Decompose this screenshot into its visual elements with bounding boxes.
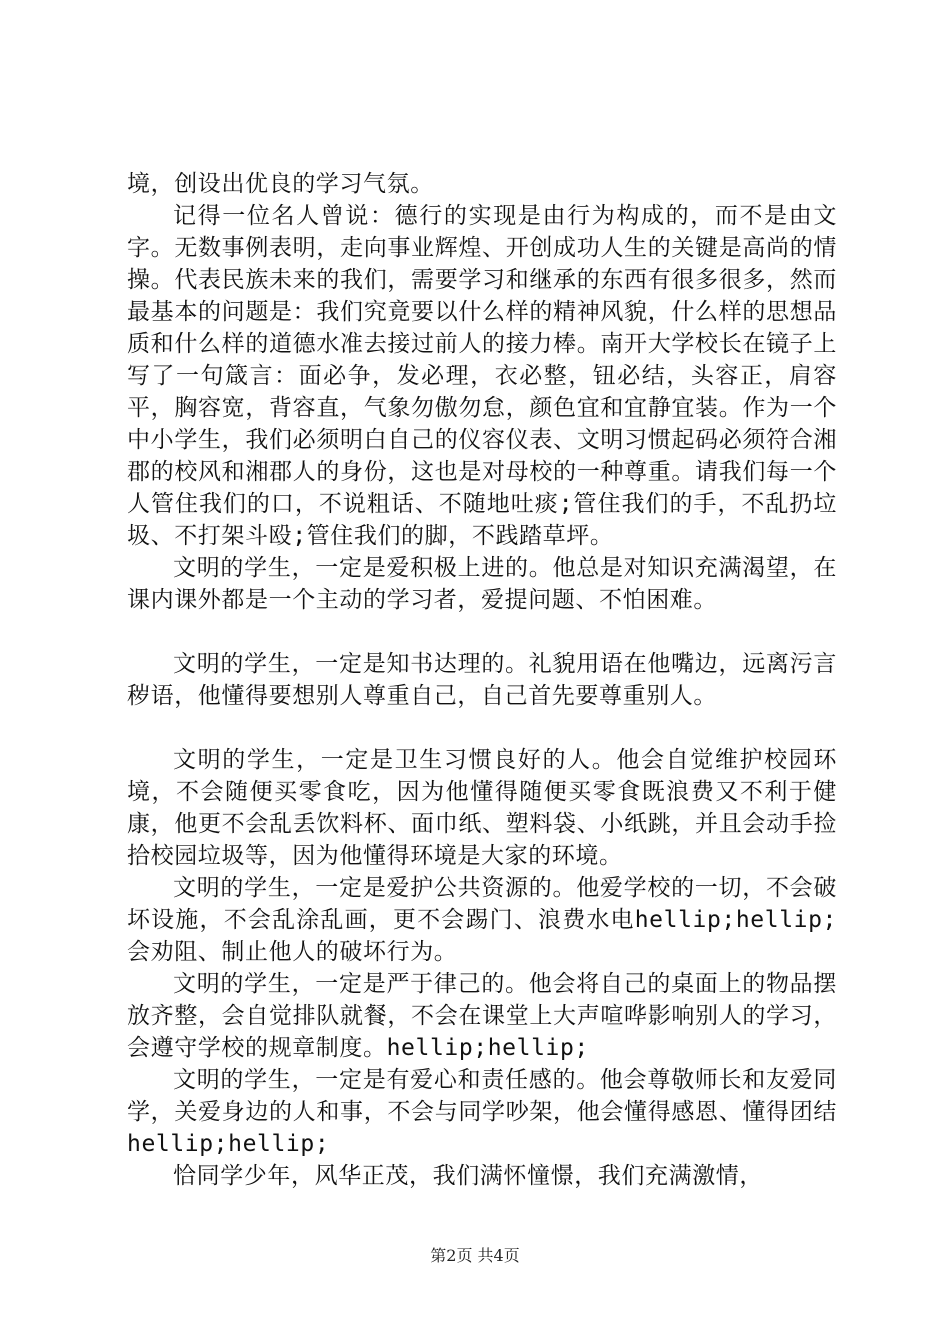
paragraph-continuation: 境，创设出优良的学习气氛。: [127, 171, 434, 197]
page-number: 第2页 共4页: [430, 1246, 520, 1265]
paragraph-hygiene: 文明的学生，一定是卫生习惯良好的人。他会自觉维护校园环境，不会随便买零食吃，因为他懂得随便买零食既浪费又不利于健康，他更不会乱丢饮料杯、面巾纸、塑料袋、小纸跳，并且会动手捡拾校园垃圾等，因为他懂得环境是大家的环境。: [127, 747, 837, 869]
document-body: [127, 168, 837, 1192]
paragraph-responsibility: 文明的学生，一定是有爱心和责任感的。他会尊敬师长和友爱同学，关爱身边的人和事，不会与同学吵架，他会懂得感恩、懂得团结hellip;hellip;: [127, 1067, 837, 1157]
paragraph-progress: 文明的学生，一定是爱积极上进的。他总是对知识充满渴望，在课内课外都是一个主动的学习者，爱提问题、不怕困难。: [127, 555, 837, 613]
paragraph-public-resources: 文明的学生，一定是爱护公共资源的。他爱学校的一切，不会破坏设施，不会乱涂乱画，更不会踢门、浪费水电hellip;hellip;会劝阻、制止他人的破坏行为。: [127, 875, 837, 965]
paragraph-youth: 恰同学少年，风华正茂，我们满怀憧憬，我们充满激情，: [173, 1163, 763, 1189]
paragraph-courtesy: 文明的学生，一定是知书达理的。礼貌用语在他嘴边，远离污言秽语，他懂得要想别人尊重自己，自己首先要尊重别人。: [127, 651, 837, 709]
paragraph-self-discipline: 文明的学生，一定是严于律己的。他会将自己的桌面上的物品摆放齐整，会自觉排队就餐，不会在课堂上大声喧哗影响别人的学习，会遵守学校的规章制度。hellip;hellip;: [127, 971, 837, 1061]
paragraph-quote-virtue: 记得一位名人曾说：德行的实现是由行为构成的，而不是由文字。无数事例表明，走向事业辉煌、开创成功人生的关键是高尚的情操。代表民族未来的我们，需要学习和继承的东西有很多很多，然而最基本的问题是：我们究竟要以什么样的精神风貌，什么样的思想品质和什么样的道德水准去接过前人的接力棒。南开大学校长在镜子上写了一句箴言：面必争，发必理，衣必整，钮必结，头容正，肩容平，胸容宽，背容直，气象勿傲勿怠，颜色宜和宜静宜装。作为一个中小学生，我们必须明白自己的仪容仪表、文明习惯起码必须符合湘郡的校风和湘郡人的身份，这也是对母校的一种尊重。请我们每一个人管住我们的口，不说粗话、不随地吐痰;管住我们的手，不乱扔垃圾、不打架斗殴;管住我们的脚，不践踏草坪。: [127, 203, 837, 549]
